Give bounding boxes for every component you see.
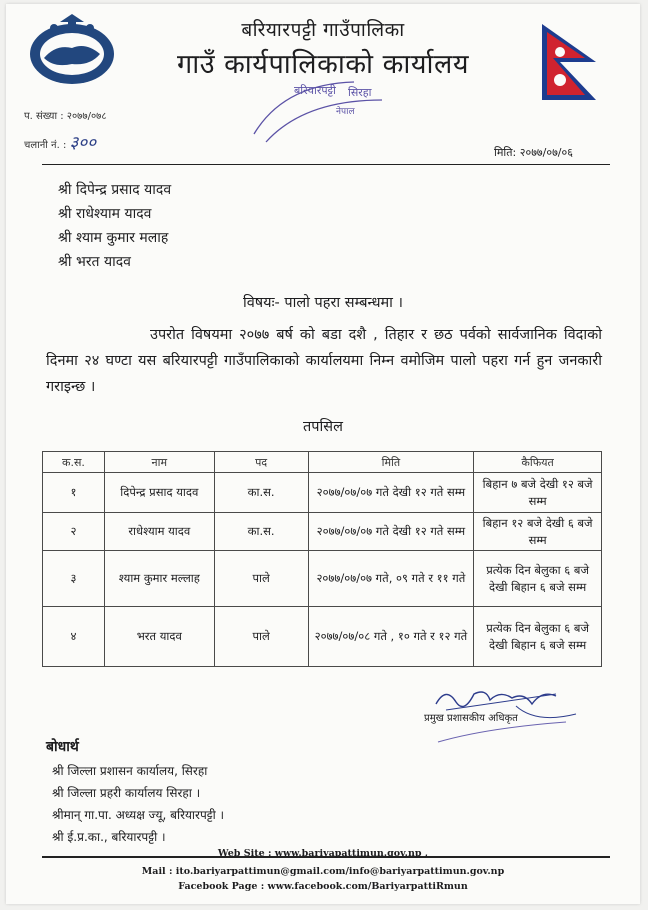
handwritten-signature — [416, 684, 596, 764]
cell-name: दिपेन्द्र प्रसाद यादव — [104, 473, 214, 513]
cc-item: श्रीमान् गा.पा. अध्यक्ष ज्यू, बरियारपट्टी । — [52, 808, 225, 822]
table-row — [43, 551, 602, 607]
cc-item: श्री जिल्ला प्रहरी कार्यालय सिरहा । — [52, 786, 201, 800]
patra-sankhya — [24, 108, 107, 122]
municipality-name: बरियारपट्टी गाउँपालिका — [241, 19, 405, 41]
cell-name: राधेश्याम यादव — [104, 513, 214, 551]
cc-item: श्री ई.प्र.का., बरियारपट्टी । — [52, 830, 166, 844]
duty-schedule-table — [42, 451, 602, 667]
table-header-row — [43, 452, 602, 473]
cell-post: पाले — [214, 607, 308, 667]
addressee-3: श्री श्याम कुमार मलाह — [58, 230, 169, 246]
body-paragraph: उपरोत विषयमा २०७७ बर्ष को बडा दशै , तिहार र छठ पर्वको सार्वजानिक विदाको दिनमा २४ घण्टा यस बरियारपट्टी गाउँपालिकाको कार्यालयमा निम्न वमोजिम पालो पहरा गर्न हुन जनकारी गराइन्छ । — [46, 327, 602, 395]
date-value: २०७७/०७/०६ — [519, 146, 573, 159]
cell-serial: २ — [43, 513, 105, 551]
cell-date: २०७७/०७/०७ गते, ०९ गते र ११ गते — [308, 551, 474, 607]
letter-date — [494, 145, 573, 160]
addressee-1: श्री दिपेन्द्र प्रसाद यादव — [58, 182, 172, 198]
cell-remarks: बिहान ७ बजे देखी १२ बजे सम्म — [474, 473, 602, 513]
header-date: मिति — [308, 452, 474, 473]
cell-name: भरत यादव — [104, 607, 214, 667]
cell-serial: १ — [43, 473, 105, 513]
chalani-number — [24, 130, 96, 153]
cell-date: २०७७/०७/०७ गते देखी १२ गते सम्म — [308, 473, 474, 513]
chalani-value: ३०० — [69, 133, 97, 153]
letter-body — [46, 322, 602, 400]
cell-name: श्याम कुमार मल्लाह — [104, 551, 214, 607]
table-row — [43, 513, 602, 551]
addressee-2: श्री राधेश्याम यादव — [58, 206, 152, 222]
stamp-line-1: बरियारपट्टी — [294, 84, 336, 97]
letter-page — [6, 4, 640, 904]
cc-heading: बोधार्थ — [46, 739, 79, 755]
header-name: नाम — [104, 452, 214, 473]
patra-value: २०७७/०७८ — [66, 111, 107, 122]
cell-remarks: प्रत्येक दिन बेलुका ६ बजे देखी बिहान ६ बजे सम्म — [474, 551, 602, 607]
cell-post: का.स. — [214, 513, 308, 551]
chalani-label: चलानी नं. : — [24, 140, 67, 151]
patra-label: प. संख्या : — [24, 111, 64, 122]
footer-website: Web Site : www.bariyapattimun.gov.np , — [217, 848, 429, 859]
footer-facebook: Facebook Page : www.facebook.com/BariyarpattiRmun — [178, 881, 468, 892]
cell-remarks: प्रत्येक दिन बेलुका ६ बजे देखी बिहान ६ बजे सम्म — [474, 607, 602, 667]
cell-serial: ४ — [43, 607, 105, 667]
header-divider — [42, 164, 610, 165]
cell-date: २०७७/०७/०८ गते , १० गते र १२ गते — [308, 607, 474, 667]
cell-date: २०७७/०७/०७ गते देखी १२ गते सम्म — [308, 513, 474, 551]
cc-item: श्री जिल्ला प्रशासन कार्यालय, सिरहा — [52, 764, 208, 778]
letter-subject: विषयः- पालो पहरा सम्बन्धमा । — [242, 295, 404, 311]
signatory-title: प्रमुख प्रशासकीय अधिकृत — [424, 713, 518, 724]
footer-mail: Mail : ito.bariyarpattimun@gmail.com/info@bariyarpattimun.gov.np — [141, 866, 505, 877]
office-name: गाउँ कार्यपालिकाको कार्यालय — [177, 49, 469, 80]
cell-remarks: बिहान १२ बजे देखी ६ बजे सम्म — [474, 513, 602, 551]
cell-serial: ३ — [43, 551, 105, 607]
table-row — [43, 607, 602, 667]
header-post: पद — [214, 452, 308, 473]
office-stamp — [244, 74, 392, 148]
header-remarks: कैफियत — [474, 452, 602, 473]
addressee-4: श्री भरत यादव — [58, 254, 131, 270]
stamp-line-3: नेपाल — [336, 107, 355, 117]
stamp-line-2: सिरहा — [348, 86, 372, 99]
cell-post: पाले — [214, 551, 308, 607]
date-label: मिति: — [494, 146, 517, 159]
table-row — [43, 473, 602, 513]
cell-post: का.स. — [214, 473, 308, 513]
header-serial: क.स. — [43, 452, 105, 473]
details-heading: तपसिल — [303, 419, 343, 435]
